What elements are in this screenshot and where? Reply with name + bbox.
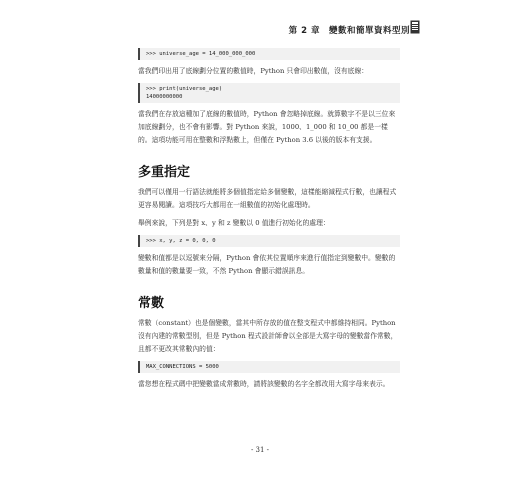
- paragraph: 當您想在程式碼中把變數當成常數時，請將該變數的名字全都改用大寫字母來表示。: [138, 380, 390, 388]
- code-block: >>> print(universe_age) 14000000000: [138, 83, 400, 103]
- chapter-header: 第 2 章 變數和簡單資料型別: [288, 26, 410, 36]
- code-block: MAX_CONNECTIONS = 5000: [138, 361, 400, 373]
- code-block: >>> x, y, z = 0, 0, 0: [138, 235, 400, 247]
- paragraph: 常數（constant）也是個變數，當其中所存放的值在整支程式中都維持相同。Python 沒有內建的常數型別，但是 Python 程式設計師會以全部是大寫字母的變數當作常數，且都不更改其常數內的值：: [138, 319, 398, 353]
- paragraph: 當我們在存放這種加了底線的數值時，Python 會忽略掉底線。就算數字不是以三位來加底線劃分，也不會有影響。對 Python 來說，1000、1_000 和 10_00 都是一樣的。這項功能可用在整數和浮點數上，但僅在 Python 3.6 以後的版本有支援。: [138, 110, 396, 144]
- code-block: >>> universe_age = 14_000_000_000: [138, 48, 400, 60]
- paragraph: 變數和值都是以逗號來分隔，Python 會依其位置順序來進行值指定到變數中。變數的數量和值的數量要一致，不然 Python 會顯示錯誤訊息。: [138, 254, 396, 275]
- section-heading: 常數: [138, 296, 165, 311]
- page-content: [138, 48, 400, 396]
- book-icon: [410, 20, 420, 34]
- section-heading: 多重指定: [138, 165, 191, 180]
- paragraph: 我們可以僅用一行語法就能將多個值指定給多個變數，這樣能縮減程式行數，也讓程式更容易閱讀。這項技巧大都用在一組數值的初始化處理時。: [138, 188, 397, 209]
- paragraph: 當我們印出用了底線劃分位置的數值時，Python 只會印出數值，沒有底線：: [138, 67, 369, 75]
- page-number: - 31 -: [250, 446, 270, 454]
- paragraph: 舉例來說，下列是對 x、y 和 z 變數以 0 值進行初始化的處理：: [138, 219, 330, 227]
